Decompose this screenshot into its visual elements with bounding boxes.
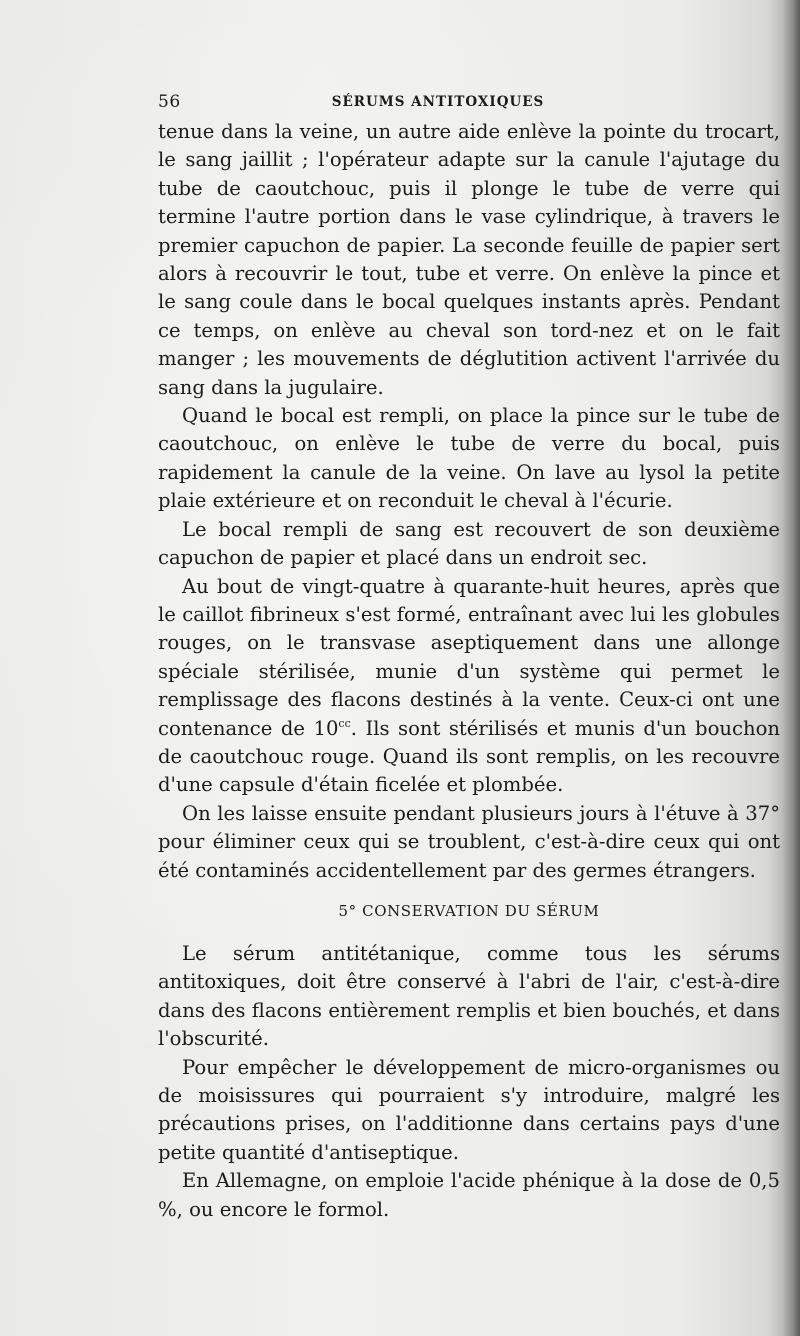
paragraph [158,573,780,800]
paragraph: On les laisse ensuite pendant plusieurs jours à l'étuve à 37° pour éliminer ceux qui se troublent, c'est-à-dire ceux qui ont été contaminés accidentellement par des germes étrangers. [158,801,780,882]
paragraph: Pour empêcher le développement de micro-organismes ou de moisissures qui pourraient s'y introduire, malgré les précautions prises, on l'additionne dans certains pays d'une petite quantité d'antiseptique. [158,1055,780,1164]
page-edge-shadow [782,0,800,1336]
unit-superscript: cc [338,716,351,730]
paragraph-text: Au bout de vingt-quatre à quarante-huit heures, après que le caillot fibrineux s'est formé, entraînant avec lui les globules rouges, on le transvase aseptiquement dans une allonge spéciale stérilisée, munie d'un système qui permet le remplissage des flacons destinés à la vente. Ceux-ci ont une contenance de 10 [158,574,780,740]
running-title: SÉRUMS ANTITOXIQUES [331,94,545,110]
paragraph: En Allemagne, on emploie l'acide phénique à la dose de 0,5 %, ou encore le formol. [158,1169,780,1221]
paragraph-continued: tenue dans la veine, un autre aide enlève la pointe du trocart, le sang jaillit ; l'opérateur adapte sur la canule l'ajutage du tube de caoutchouc, puis il plonge le tube de verre qui termine l'autre portion dans le vase cylindrique, à travers le premier capuchon de papier. La seconde feuille de papier sert alors à recouvrir le tout, tube et verre. On enlève la pince et le sang coule dans le bocal quelques instants après. Pendant ce temps, on enlève au cheval son tord-nez et on le fait manger ; les mouvements de déglutition activent l'arrivée du sang dans la jugulaire. [158,120,780,399]
section-heading: 5° CONSERVATION DU SÉRUM [338,902,600,920]
body-text-section-2 [158,940,780,1224]
paragraph: Quand le bocal est rempli, on place la pince sur le tube de caoutchouc, on enlève le tube de verre du bocal, puis rapidement la canule de la veine. On lave au lysol la petite plaie extérieure et on reconduit le cheval à l'écurie. [158,404,780,513]
paragraph-text: . Ils sont stérilisés et munis d'un bouchon de caoutchouc rouge. Quand ils sont remplis, on les recouvre d'une capsule d'étain ficelée et plombée. [158,716,781,797]
paragraph: Le bocal rempli de sang est recouvert de son deuxième capuchon de papier et placé dans un endroit sec. [158,517,780,570]
page-number: 56 [158,92,181,112]
page-header [158,92,780,114]
body-text-section-1 [158,118,780,885]
paragraph: Le sérum antitétanique, comme tous les sérums antitoxiques, doit être conservé à l'abri de l'air, c'est-à-dire dans des flacons entièrement remplis et bien bouchés, et dans l'obscurité. [158,942,780,1051]
